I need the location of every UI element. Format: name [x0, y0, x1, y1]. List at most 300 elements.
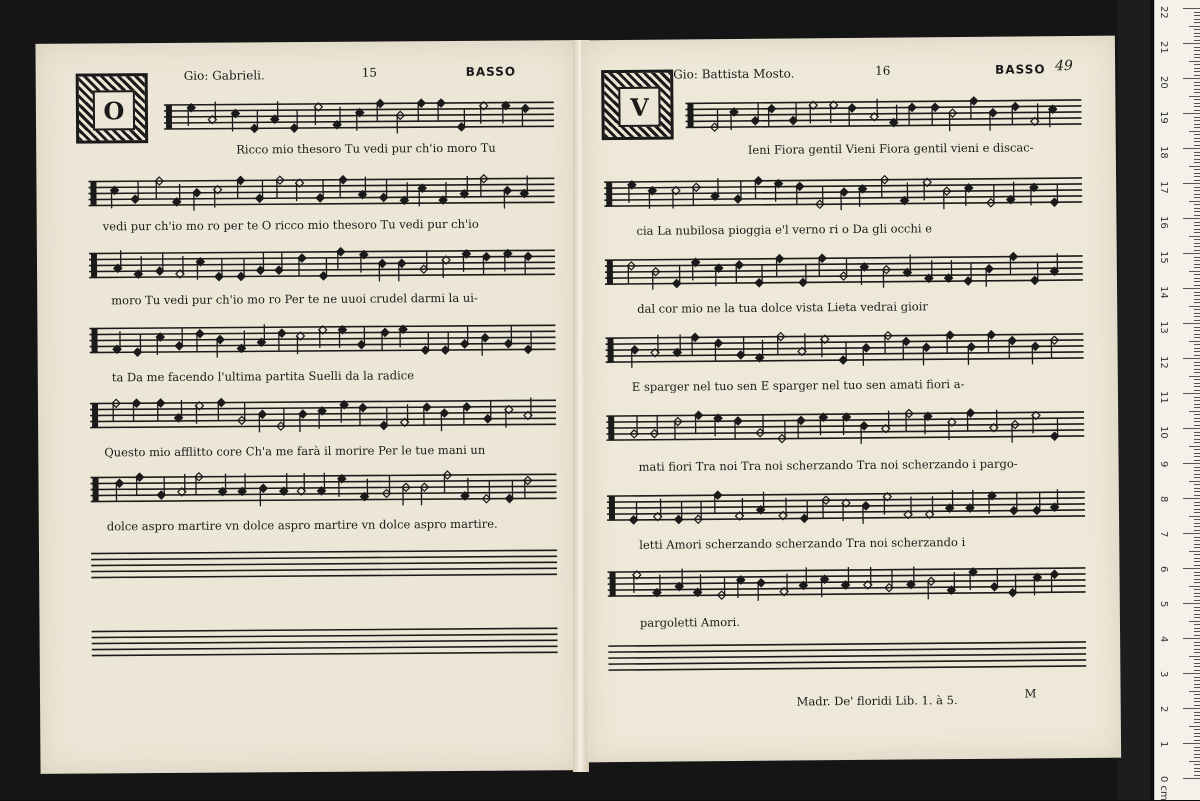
staff-line — [608, 648, 1086, 652]
music-staff — [605, 246, 1083, 292]
ruler-tick — [1194, 414, 1200, 415]
footer-signature-line: Madr. De' floridi Lib. 1. à 5. — [797, 693, 958, 708]
ruler-tick — [1194, 246, 1200, 247]
ruler-tick — [1194, 159, 1200, 160]
staff-line — [92, 634, 558, 637]
ruler-tick — [1194, 544, 1200, 545]
measuring-ruler — [1154, 0, 1200, 800]
ruler-tick — [1194, 334, 1200, 335]
ruler-tick — [1194, 572, 1200, 573]
ruler-tick — [1194, 477, 1200, 478]
ruler-tick — [1194, 474, 1200, 475]
ruler-tick — [1194, 579, 1200, 580]
ruler-tick — [1194, 180, 1200, 181]
ruler-tick — [1194, 211, 1200, 212]
ruler-tick — [1183, 463, 1200, 464]
lyric-line: dolce aspro martire vn dolce aspro martire vn dolce aspro martire. — [107, 517, 498, 534]
ruler-tick — [1194, 47, 1200, 48]
music-staff — [685, 90, 1081, 135]
ruler-tick — [1183, 113, 1200, 114]
ruler-tick — [1194, 110, 1200, 111]
ruler-number: 13 — [1158, 321, 1169, 334]
ruler-tick — [1183, 8, 1200, 9]
staff-line — [92, 640, 558, 643]
staff-line — [608, 574, 1086, 578]
clef-mark — [166, 105, 172, 129]
ruler-tick — [1194, 54, 1200, 55]
ruler-tick — [1194, 540, 1200, 541]
ruler-tick — [1194, 302, 1200, 303]
music-staff — [89, 315, 555, 360]
ruler-tick — [1194, 64, 1200, 65]
clef-mark — [90, 181, 96, 205]
ruler-tick — [1194, 652, 1200, 653]
ruler-tick — [1194, 397, 1200, 398]
empty-staff — [91, 546, 557, 583]
ruler-tick — [1189, 131, 1200, 132]
staff-line — [90, 474, 556, 477]
lyric-line: pargoletti Amori. — [640, 615, 740, 630]
ruler-tick — [1194, 243, 1200, 244]
ruler-tick — [1194, 390, 1200, 391]
ruler-tick — [1194, 330, 1200, 331]
ruler-tick — [1194, 215, 1200, 216]
ruler-tick — [1194, 610, 1200, 611]
ruler-tick — [1194, 456, 1200, 457]
composer-name: Gio: Gabrieli. — [184, 68, 265, 83]
clef-mark — [610, 572, 616, 596]
ruler-number: 9 — [1158, 461, 1169, 467]
ruler-number: 2 — [1158, 706, 1169, 712]
ruler-number: 7 — [1158, 531, 1169, 537]
ruler-tick — [1194, 400, 1200, 401]
ruler-tick — [1183, 603, 1200, 604]
staff-line — [605, 268, 1083, 272]
staff-line — [88, 178, 554, 181]
ruler-tick — [1194, 558, 1200, 559]
staff-line — [686, 124, 1082, 127]
ruler-tick — [1194, 348, 1200, 349]
ruler-tick — [1183, 533, 1200, 534]
music-staff — [606, 402, 1084, 448]
music-staff — [607, 482, 1085, 528]
staff-line — [605, 274, 1083, 278]
ruler-tick — [1194, 162, 1200, 163]
ruler-tick — [1194, 404, 1200, 405]
ruler-number: 17 — [1158, 181, 1169, 194]
staff-line — [91, 550, 557, 553]
ruler-tick — [1194, 757, 1200, 758]
ruler-tick — [1189, 26, 1200, 27]
clef-mark — [607, 338, 613, 362]
ruler-tick — [1194, 369, 1200, 370]
ruler-tick — [1194, 176, 1200, 177]
ruler-tick — [1194, 561, 1200, 562]
staff-line — [608, 654, 1086, 658]
ruler-tick — [1194, 649, 1200, 650]
staff-line — [91, 562, 557, 565]
ruler-tick — [1194, 204, 1200, 205]
ruler-number: 15 — [1158, 251, 1169, 264]
clef-mark — [609, 496, 615, 520]
ruler-tick — [1194, 421, 1200, 422]
clef-mark — [606, 182, 612, 206]
lyric-line: vedi pur ch'io mo ro per te O ricco mio thesoro Tu vedi pur ch'io — [103, 217, 479, 234]
ruler-tick — [1194, 631, 1200, 632]
staff-line — [90, 343, 556, 346]
lyric-line: ta Da me facendo l'ultima partita Suelli da la radice — [112, 368, 414, 384]
ruler-tick — [1194, 103, 1200, 104]
ruler-tick — [1183, 708, 1200, 709]
ruler-number: 0 cm — [1158, 776, 1169, 801]
right-page — [581, 36, 1121, 763]
ruler-tick — [1194, 313, 1200, 314]
ruler-tick — [1189, 621, 1200, 622]
ruler-tick — [1194, 250, 1200, 251]
decorated-initial — [601, 70, 674, 141]
staff-line — [89, 202, 555, 205]
ruler-tick — [1194, 565, 1200, 566]
clef-mark — [91, 253, 97, 277]
ruler-tick — [1194, 670, 1200, 671]
ruler-tick — [1194, 281, 1200, 282]
music-staff — [90, 464, 556, 509]
ruler-tick — [1194, 523, 1200, 524]
ruler-tick — [1194, 257, 1200, 258]
ruler-tick — [1194, 155, 1200, 156]
ruler-tick — [1194, 593, 1200, 594]
ruler-tick — [1183, 218, 1200, 219]
ruler-tick — [1194, 173, 1200, 174]
folio-number: 49 — [1055, 58, 1073, 74]
ruler-tick — [1194, 229, 1200, 230]
ruler-tick — [1194, 222, 1200, 223]
ruler-tick — [1194, 768, 1200, 769]
ruler-tick — [1194, 299, 1200, 300]
ruler-tick — [1194, 264, 1200, 265]
ruler-tick — [1194, 453, 1200, 454]
ruler-tick — [1194, 92, 1200, 93]
ruler-tick — [1194, 194, 1200, 195]
clef-mark — [607, 260, 613, 284]
ruler-tick — [1183, 148, 1200, 149]
ruler-number: 18 — [1158, 146, 1169, 159]
ruler-number: 11 — [1158, 391, 1169, 404]
music-staff — [88, 168, 554, 213]
initial-letter: V — [618, 87, 660, 127]
ruler-tick — [1194, 705, 1200, 706]
ruler-tick — [1194, 628, 1200, 629]
ruler-tick — [1194, 89, 1200, 90]
ruler-tick — [1194, 82, 1200, 83]
ruler-tick — [1194, 365, 1200, 366]
ruler-tick — [1194, 425, 1200, 426]
clef-mark — [687, 103, 693, 127]
ruler-tick — [1194, 509, 1200, 510]
empty-staff — [92, 624, 558, 661]
ruler-tick — [1194, 36, 1200, 37]
ruler-tick — [1189, 481, 1200, 482]
ruler-tick — [1194, 488, 1200, 489]
staff-line — [686, 112, 1082, 115]
ruler-tick — [1189, 411, 1200, 412]
ruler-number: 21 — [1158, 41, 1169, 54]
ruler-tick — [1194, 120, 1200, 121]
ruler-tick — [1194, 740, 1200, 741]
ruler-tick — [1194, 19, 1200, 20]
ruler-number: 16 — [1158, 216, 1169, 229]
music-staff — [607, 558, 1085, 604]
staff-line — [608, 660, 1086, 664]
ruler-tick — [1194, 684, 1200, 685]
ruler-number: 12 — [1158, 356, 1169, 369]
ruler-tick — [1189, 96, 1200, 97]
ruler-tick — [1194, 589, 1200, 590]
ruler-tick — [1183, 778, 1200, 779]
staff-line — [607, 492, 1085, 496]
ruler-tick — [1194, 435, 1200, 436]
staff-line — [686, 118, 1082, 121]
ruler-tick — [1189, 341, 1200, 342]
ruler-tick — [1194, 694, 1200, 695]
ruler-tick — [1183, 358, 1200, 359]
ruler-tick — [1189, 61, 1200, 62]
ruler-tick — [1194, 596, 1200, 597]
left-page — [35, 40, 580, 774]
ruler-tick — [1194, 764, 1200, 765]
page-number: 15 — [362, 66, 377, 80]
lyric-line: Questo mio afflitto core Ch'a me farà il morire Per le tue mani un — [104, 443, 485, 460]
ruler-tick — [1194, 624, 1200, 625]
ruler-tick — [1183, 323, 1200, 324]
ruler-tick — [1194, 547, 1200, 548]
ruler-tick — [1194, 106, 1200, 107]
ruler-tick — [1183, 498, 1200, 499]
ruler-tick — [1194, 554, 1200, 555]
ruler-tick — [1194, 169, 1200, 170]
ruler-tick — [1194, 239, 1200, 240]
ruler-tick — [1194, 747, 1200, 748]
ruler-tick — [1194, 327, 1200, 328]
ruler-number: 5 — [1158, 601, 1169, 607]
ruler-number: 14 — [1158, 286, 1169, 299]
ruler-tick — [1189, 691, 1200, 692]
staff-line — [92, 652, 558, 655]
ruler-number: 8 — [1158, 496, 1169, 502]
ruler-tick — [1194, 344, 1200, 345]
lyric-line: mati fiori Tra noi Tra noi scherzando Tra noi scherzando i pargo- — [639, 457, 1018, 474]
staff-line — [685, 100, 1081, 103]
ruler-tick — [1194, 719, 1200, 720]
ruler-number: 20 — [1158, 76, 1169, 89]
ruler-tick — [1194, 537, 1200, 538]
ruler-tick — [1183, 393, 1200, 394]
ruler-tick — [1194, 260, 1200, 261]
ruler-tick — [1194, 285, 1200, 286]
ruler-tick — [1194, 12, 1200, 13]
ruler-tick — [1194, 379, 1200, 380]
ruler-tick — [1194, 117, 1200, 118]
ruler-tick — [1194, 351, 1200, 352]
ruler-tick — [1194, 50, 1200, 51]
ruler-tick — [1194, 407, 1200, 408]
ruler-tick — [1194, 467, 1200, 468]
ruler-tick — [1194, 663, 1200, 664]
ruler-tick — [1194, 526, 1200, 527]
ruler-number: 1 — [1158, 741, 1169, 747]
ruler-tick — [1194, 750, 1200, 751]
staff-line — [90, 349, 556, 352]
ruler-tick — [1194, 715, 1200, 716]
ruler-tick — [1194, 152, 1200, 153]
ruler-tick — [1194, 40, 1200, 41]
ruler-tick — [1189, 166, 1200, 167]
ruler-tick — [1194, 470, 1200, 471]
lyric-line: dal cor mio ne la tua dolce vista Lieta vedrai gioir — [637, 299, 928, 316]
ruler-tick — [1194, 309, 1200, 310]
ruler-tick — [1194, 274, 1200, 275]
ruler-tick — [1194, 75, 1200, 76]
ruler-number: 19 — [1158, 111, 1169, 124]
ruler-tick — [1189, 271, 1200, 272]
ruler-tick — [1194, 85, 1200, 86]
staff-line — [91, 556, 557, 559]
ruler-tick — [1183, 183, 1200, 184]
ruler-tick — [1194, 418, 1200, 419]
ruler-number: 6 — [1158, 566, 1169, 572]
ruler-tick — [1194, 372, 1200, 373]
ruler-tick — [1194, 502, 1200, 503]
gathering-signature: M — [1025, 686, 1037, 700]
ruler-tick — [1194, 775, 1200, 776]
ruler-tick — [1194, 771, 1200, 772]
ruler-tick — [1194, 99, 1200, 100]
ruler-tick — [1194, 642, 1200, 643]
ruler-tick — [1194, 316, 1200, 317]
ruler-tick — [1194, 617, 1200, 618]
ruler-tick — [1189, 761, 1200, 762]
ruler-tick — [1194, 666, 1200, 667]
ruler-tick — [1194, 386, 1200, 387]
staff-line — [92, 628, 558, 631]
ruler-tick — [1194, 701, 1200, 702]
staff-line — [89, 190, 555, 193]
ruler-tick — [1194, 432, 1200, 433]
ruler-tick — [1194, 607, 1200, 608]
staff-line — [164, 102, 554, 105]
staff-line — [89, 262, 555, 265]
ruler-tick — [1194, 495, 1200, 496]
staff-line — [164, 120, 554, 123]
ruler-tick — [1189, 656, 1200, 657]
ruler-tick — [1194, 736, 1200, 737]
ruler-tick — [1194, 22, 1200, 23]
lyric-line: letti Amori scherzando scherzando Tra noi scherzando i — [639, 535, 965, 552]
ruler-tick — [1194, 127, 1200, 128]
ruler-tick — [1194, 320, 1200, 321]
ruler-tick — [1183, 638, 1200, 639]
ruler-tick — [1194, 645, 1200, 646]
ruler-tick — [1194, 124, 1200, 125]
initial-letter: O — [93, 90, 135, 130]
ruler-tick — [1189, 586, 1200, 587]
ruler-tick — [1194, 292, 1200, 293]
ruler-tick — [1194, 33, 1200, 34]
ruler-tick — [1194, 383, 1200, 384]
ruler-tick — [1194, 614, 1200, 615]
ruler-tick — [1189, 446, 1200, 447]
clef-mark — [92, 403, 98, 427]
ruler-tick — [1194, 677, 1200, 678]
staff-line — [685, 106, 1081, 109]
decorated-initial — [76, 73, 148, 144]
clef-mark — [91, 328, 97, 352]
ruler-tick — [1189, 236, 1200, 237]
ruler-tick — [1194, 57, 1200, 58]
ruler-tick — [1194, 733, 1200, 734]
ruler-tick — [1189, 376, 1200, 377]
ruler-tick — [1194, 355, 1200, 356]
staff-line — [605, 262, 1083, 266]
ruler-tick — [1194, 659, 1200, 660]
music-staff — [89, 240, 555, 285]
ruler-tick — [1194, 197, 1200, 198]
ruler-tick — [1194, 530, 1200, 531]
ruler-tick — [1189, 306, 1200, 307]
ruler-tick — [1194, 225, 1200, 226]
ruler-tick — [1194, 687, 1200, 688]
staff-line — [90, 424, 556, 427]
ruler-tick — [1194, 722, 1200, 723]
ruler-tick — [1183, 673, 1200, 674]
staff-line — [608, 642, 1086, 646]
ruler-tick — [1194, 190, 1200, 191]
ruler-number: 3 — [1158, 671, 1169, 677]
clef-mark — [608, 416, 614, 440]
ruler-tick — [1194, 575, 1200, 576]
composer-name: Gio: Battista Mosto. — [673, 66, 794, 81]
ruler-tick — [1194, 278, 1200, 279]
ruler-tick — [1194, 68, 1200, 69]
ruler-tick — [1194, 267, 1200, 268]
staff-line — [91, 568, 557, 571]
lyric-line: moro Tu vedi pur ch'io mo ro Per te ne uuoi crudel darmi la ui- — [111, 291, 478, 308]
ruler-tick — [1194, 519, 1200, 520]
lyric-line: Ieni Fiora gentil Vieni Fiora gentil vieni e discac- — [748, 140, 1034, 156]
ruler-tick — [1194, 362, 1200, 363]
ruler-tick — [1183, 288, 1200, 289]
ruler-tick — [1194, 15, 1200, 16]
staff-line — [164, 126, 554, 129]
ruler-tick — [1194, 512, 1200, 513]
ruler-tick — [1194, 635, 1200, 636]
ruler-tick — [1194, 484, 1200, 485]
ruler-tick — [1189, 201, 1200, 202]
staff-line — [604, 178, 1082, 182]
ruler-tick — [1194, 600, 1200, 601]
ruler-tick — [1194, 712, 1200, 713]
ruler-tick — [1189, 551, 1200, 552]
ruler-tick — [1183, 568, 1200, 569]
part-name: BASSO — [466, 65, 516, 79]
ruler-tick — [1194, 29, 1200, 30]
ruler-tick — [1183, 743, 1200, 744]
ruler-tick — [1194, 729, 1200, 730]
music-staff — [90, 390, 556, 435]
lyric-line: E sparger nel tuo sen E sparger nel tuo sen amati fiori a- — [632, 377, 965, 394]
staff-line — [608, 568, 1086, 572]
staff-line — [91, 480, 557, 483]
